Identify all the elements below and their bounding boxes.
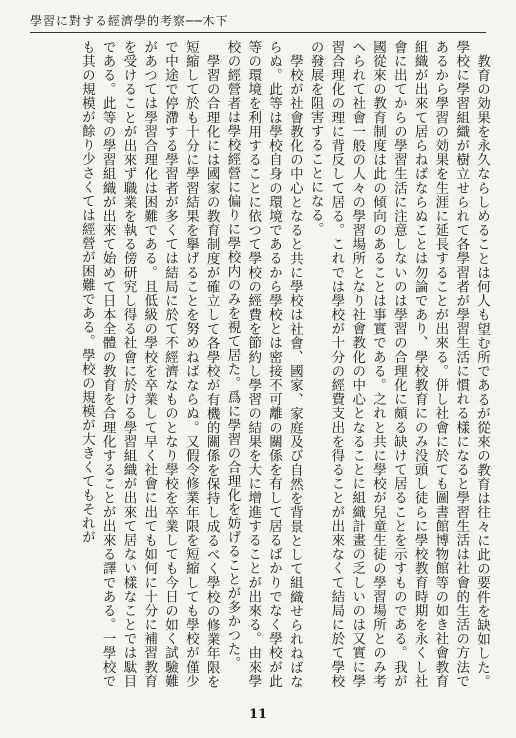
paragraph: 學校が社會教化の中心となると共に學校は社會、國家、家庭及び自然を背景として組織せられねばならぬ。此等は學校自身の環境であるから學校とは密接不可離の關係を有して居るばかりでなく學校が此等の環境を利用することに依つて學校の經費を節約し學習の結果を大に增進することが出來る。由來學校の經營者は學校經營に偏りに學校内のみを視て居た。爲に學習の合理化を妨げることが多かつた。: [224, 40, 303, 688]
page-number: 11: [248, 707, 268, 722]
paragraph: 教育の効果を永久ならしめることは何人も望む所であるが從來の教育は往々に此の要件を缺如した。學校に學習組織が樹立せられて各學習者が學習生活に慣れる樣になると學習生活は社會的生活の方法であるから學習の効果を生涯に延長することが出來る。併し社會に於ても圖書館博物館等の如き社會教育組織が出來て居らねばならぬことは勿論であり、學校教育にのみ没頭し徒らに學校教育時期を永くし社會に出てからの學習生活に注意しないのは學習の合理化に頗る缺けて居ることを示すものである。我が國從來の教育制度は此の傾向のあることは事實である。之れと共に學校が兒童生徒の學習場所とのみ考へられて社會一般の人々の學習場所となり社會教化の中心となることに組織計畫の乏しいのは又實に學習合理化の理に背反して居る。これでは學校が十分の經費支出を得ることが出來なくて結局に於て學校の發展を阻害することになる。: [307, 40, 490, 688]
running-header: 學習に對する經濟學的考察──木下: [30, 12, 486, 33]
paragraph: 學習の合理化には國家の教育制度が確立して各學校が有機的關係を保持し成るべく學校の修業年限を短縮して於も十分に學習結果を擧げることを努めねばならぬ。又假令修業年限を短縮しても學校が僅少で中途で停滯する學習者が多くては結局に於て不經濟なものとなり學校を卒業しても今日の如く試驗難があつては學習合理化は困難である。且低級の學校を卒業して早く社會に出ても如何に十分に補習教育を受けることが出來ず職業を執る傍研究し得る社會に於ける學習組織が出來て居ない樣なことでは駄目である。此等の學習組織が出來て始めて日本全體の教育を合理化することが出來る譯である。一學校でも其の規模が餘り少さくては經營が困難である。學校の規模が大きくてもそれが: [78, 40, 220, 688]
body-text: [24, 40, 492, 688]
